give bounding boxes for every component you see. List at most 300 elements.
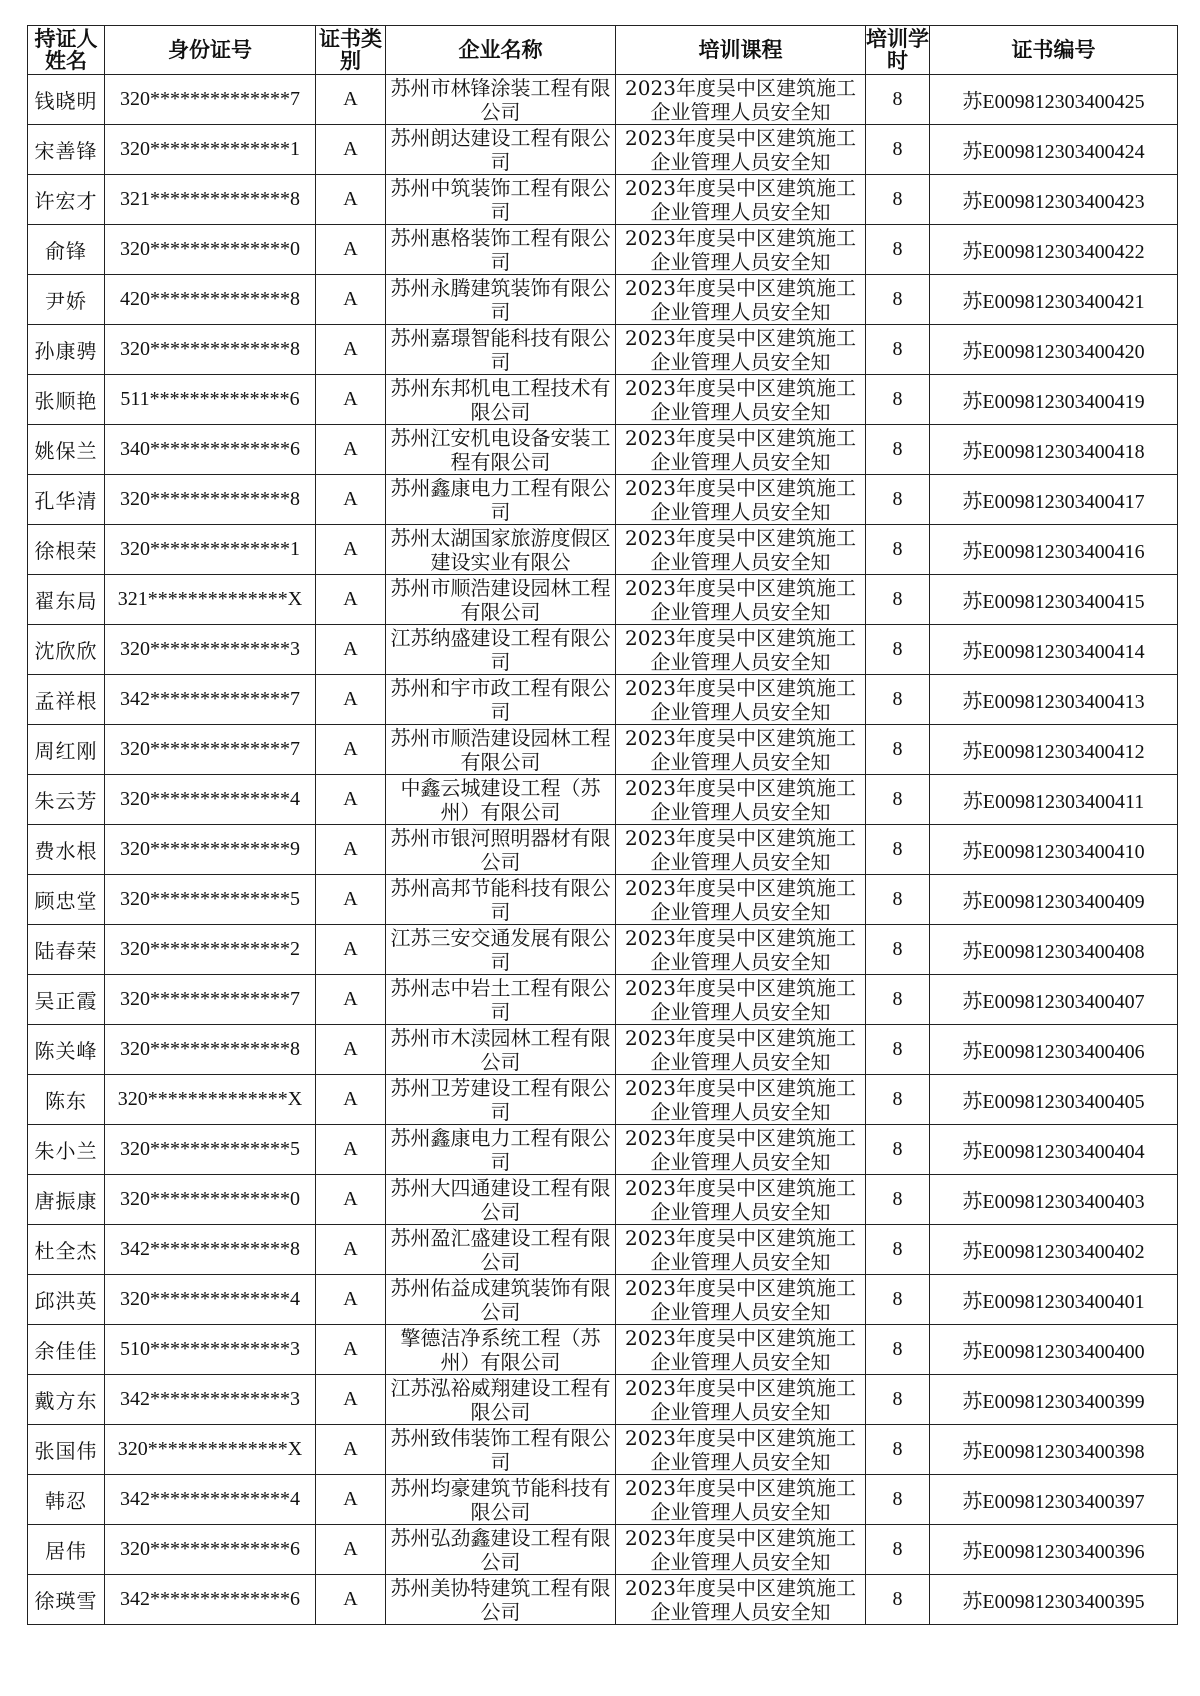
training-hours: 8: [866, 75, 930, 125]
company-name: [386, 875, 616, 925]
company-name: [386, 75, 616, 125]
holder-name: 孔华清: [28, 475, 105, 525]
course-name: [616, 1225, 866, 1275]
course-name-text: 2023年度吴中区建筑施工企业管理人员安全知: [625, 1426, 856, 1474]
header-holder-name: 持证人姓名: [28, 26, 105, 75]
header-cert-number: 证书编号: [930, 26, 1178, 75]
company-name: [386, 525, 616, 575]
cert-number: 苏E009812303400402: [930, 1225, 1178, 1275]
course-name: [616, 725, 866, 775]
training-hours: 8: [866, 1575, 930, 1625]
course-name-text: 2023年度吴中区建筑施工企业管理人员安全知: [625, 826, 856, 874]
holder-name: 沈欣欣: [28, 625, 105, 675]
course-name: [616, 975, 866, 1025]
table-row: [28, 925, 1178, 975]
cert-number: 苏E009812303400400: [930, 1325, 1178, 1375]
course-name: [616, 1525, 866, 1575]
training-hours: 8: [866, 225, 930, 275]
company-name: [386, 925, 616, 975]
cert-number: 苏E009812303400425: [930, 75, 1178, 125]
cert-category: A: [316, 375, 386, 425]
cert-category: A: [316, 675, 386, 725]
company-name-text: 苏州市木渎园林工程有限公司: [390, 1026, 611, 1074]
holder-name: 韩忍: [28, 1475, 105, 1525]
cert-number: 苏E009812303400419: [930, 375, 1178, 425]
course-name-text: 2023年度吴中区建筑施工企业管理人员安全知: [625, 726, 856, 774]
header-row: [28, 26, 1178, 75]
cert-category: A: [316, 775, 386, 825]
course-name-text: 2023年度吴中区建筑施工企业管理人员安全知: [625, 976, 856, 1024]
holder-name: 邱洪英: [28, 1275, 105, 1325]
cert-category: A: [316, 1275, 386, 1325]
training-hours: 8: [866, 125, 930, 175]
table-row: [28, 775, 1178, 825]
table-row: [28, 325, 1178, 375]
cert-category: A: [316, 475, 386, 525]
course-name-text: 2023年度吴中区建筑施工企业管理人员安全知: [625, 1326, 856, 1374]
course-name: [616, 1275, 866, 1325]
id-number: 511**************6: [105, 375, 316, 425]
cert-category: A: [316, 1475, 386, 1525]
cert-number: 苏E009812303400398: [930, 1425, 1178, 1475]
cert-category: A: [316, 725, 386, 775]
cert-category: A: [316, 1425, 386, 1475]
id-number: 342**************8: [105, 1225, 316, 1275]
id-number: 320**************8: [105, 325, 316, 375]
holder-name: 吴正霞: [28, 975, 105, 1025]
cert-category: A: [316, 975, 386, 1025]
table-row: [28, 125, 1178, 175]
company-name-text: 苏州均豪建筑节能科技有限公司: [390, 1476, 611, 1524]
cert-category: A: [316, 425, 386, 475]
company-name: [386, 1525, 616, 1575]
holder-name: 居伟: [28, 1525, 105, 1575]
cert-number: 苏E009812303400417: [930, 475, 1178, 525]
company-name: [386, 1225, 616, 1275]
company-name-text: 苏州永腾建筑装饰有限公司: [390, 276, 611, 324]
cert-number: 苏E009812303400412: [930, 725, 1178, 775]
header-company: 企业名称: [386, 26, 616, 75]
course-name: [616, 875, 866, 925]
course-name-text: 2023年度吴中区建筑施工企业管理人员安全知: [625, 426, 856, 474]
table-row: [28, 425, 1178, 475]
table-header: [28, 26, 1178, 75]
course-name: [616, 625, 866, 675]
id-number: 320**************2: [105, 925, 316, 975]
course-name-text: 2023年度吴中区建筑施工企业管理人员安全知: [625, 1576, 856, 1624]
holder-name: 徐瑛雪: [28, 1575, 105, 1625]
id-number: 342**************6: [105, 1575, 316, 1625]
company-name-text: 苏州鑫康电力工程有限公司: [390, 476, 611, 524]
training-hours: 8: [866, 575, 930, 625]
holder-name: 孟祥根: [28, 675, 105, 725]
company-name-text: 苏州鑫康电力工程有限公司: [390, 1126, 611, 1174]
course-name: [616, 1125, 866, 1175]
id-number: 320**************X: [105, 1075, 316, 1125]
holder-name: 唐振康: [28, 1175, 105, 1225]
cert-category: A: [316, 625, 386, 675]
table-row: [28, 475, 1178, 525]
course-name: [616, 325, 866, 375]
company-name: [386, 225, 616, 275]
cert-number: 苏E009812303400423: [930, 175, 1178, 225]
holder-name: 陈东: [28, 1075, 105, 1125]
holder-name: 朱云芳: [28, 775, 105, 825]
cert-category: A: [316, 275, 386, 325]
cert-number: 苏E009812303400405: [930, 1075, 1178, 1125]
company-name: [386, 1475, 616, 1525]
table-row: [28, 875, 1178, 925]
course-name-text: 2023年度吴中区建筑施工企业管理人员安全知: [625, 1226, 856, 1274]
company-name-text: 苏州志中岩土工程有限公司: [390, 976, 611, 1024]
id-number: 320**************0: [105, 1175, 316, 1225]
table-row: [28, 1075, 1178, 1125]
certificate-table: [27, 25, 1178, 1625]
course-name-text: 2023年度吴中区建筑施工企业管理人员安全知: [625, 176, 856, 224]
cert-category: A: [316, 175, 386, 225]
course-name-text: 2023年度吴中区建筑施工企业管理人员安全知: [625, 276, 856, 324]
course-name-text: 2023年度吴中区建筑施工企业管理人员安全知: [625, 226, 856, 274]
course-name-text: 2023年度吴中区建筑施工企业管理人员安全知: [625, 626, 856, 674]
course-name: [616, 275, 866, 325]
company-name-text: 江苏三安交通发展有限公司: [390, 926, 611, 974]
cert-category: A: [316, 1125, 386, 1175]
cert-category: A: [316, 1025, 386, 1075]
company-name: [386, 725, 616, 775]
course-name: [616, 1025, 866, 1075]
table-row: [28, 75, 1178, 125]
company-name: [386, 425, 616, 475]
table-row: [28, 1375, 1178, 1425]
course-name-text: 2023年度吴中区建筑施工企业管理人员安全知: [625, 1026, 856, 1074]
training-hours: 8: [866, 975, 930, 1025]
training-hours: 8: [866, 1425, 930, 1475]
cert-number: 苏E009812303400416: [930, 525, 1178, 575]
training-hours: 8: [866, 625, 930, 675]
table-row: [28, 575, 1178, 625]
id-number: 321**************8: [105, 175, 316, 225]
cert-number: 苏E009812303400397: [930, 1475, 1178, 1525]
training-hours: 8: [866, 325, 930, 375]
id-number: 340**************6: [105, 425, 316, 475]
id-number: 320**************8: [105, 475, 316, 525]
training-hours: 8: [866, 1025, 930, 1075]
cert-number: 苏E009812303400399: [930, 1375, 1178, 1425]
company-name: [386, 475, 616, 525]
header-hours: 培训学时: [866, 27, 929, 73]
company-name-text: 苏州高邦节能科技有限公司: [390, 876, 611, 924]
company-name: [386, 275, 616, 325]
course-name: [616, 575, 866, 625]
cert-number: 苏E009812303400413: [930, 675, 1178, 725]
company-name: [386, 375, 616, 425]
course-name: [616, 775, 866, 825]
id-number: 320**************4: [105, 1275, 316, 1325]
company-name-text: 苏州市顺浩建设园林工程有限公司: [390, 576, 611, 624]
id-number: 342**************4: [105, 1475, 316, 1525]
holder-name: 陈关峰: [28, 1025, 105, 1075]
cert-number: 苏E009812303400409: [930, 875, 1178, 925]
company-name: [386, 675, 616, 725]
cert-number: 苏E009812303400408: [930, 925, 1178, 975]
company-name-text: 苏州大四通建设工程有限公司: [390, 1176, 611, 1224]
holder-name: 翟东局: [28, 575, 105, 625]
course-name: [616, 1175, 866, 1225]
cert-number: 苏E009812303400407: [930, 975, 1178, 1025]
cert-category: A: [316, 575, 386, 625]
holder-name: 张顺艳: [28, 375, 105, 425]
training-hours: 8: [866, 1325, 930, 1375]
course-name: [616, 1075, 866, 1125]
holder-name: 费水根: [28, 825, 105, 875]
company-name: [386, 625, 616, 675]
company-name-text: 苏州东邦机电工程技术有限公司: [390, 376, 611, 424]
table-row: [28, 175, 1178, 225]
training-hours: 8: [866, 825, 930, 875]
id-number: 320**************5: [105, 1125, 316, 1175]
header-course: 培训课程: [616, 26, 866, 75]
cert-category: A: [316, 525, 386, 575]
company-name-text: 苏州弘劲鑫建设工程有限公司: [390, 1526, 611, 1574]
company-name: [386, 1025, 616, 1075]
company-name-text: 苏州太湖国家旅游度假区建设实业有限公: [390, 526, 611, 574]
holder-name: 孙康骋: [28, 325, 105, 375]
company-name-text: 苏州市银河照明器材有限公司: [390, 826, 611, 874]
company-name: [386, 825, 616, 875]
cert-category: A: [316, 1375, 386, 1425]
holder-name: 许宏才: [28, 175, 105, 225]
course-name: [616, 375, 866, 425]
course-name: [616, 1375, 866, 1425]
course-name: [616, 175, 866, 225]
company-name-text: 江苏纳盛建设工程有限公司: [390, 626, 611, 674]
cert-number: 苏E009812303400403: [930, 1175, 1178, 1225]
table-row: [28, 375, 1178, 425]
course-name: [616, 675, 866, 725]
training-hours: 8: [866, 1275, 930, 1325]
table-row: [28, 1525, 1178, 1575]
training-hours: 8: [866, 1125, 930, 1175]
table-row: [28, 1325, 1178, 1375]
company-name-text: 中鑫云城建设工程（苏州）有限公司: [400, 776, 601, 824]
cert-category: A: [316, 1575, 386, 1625]
cert-number: 苏E009812303400421: [930, 275, 1178, 325]
company-name: [386, 1425, 616, 1475]
id-number: 321**************X: [105, 575, 316, 625]
company-name-text: 苏州佑益成建筑装饰有限公司: [390, 1276, 611, 1324]
course-name-text: 2023年度吴中区建筑施工企业管理人员安全知: [625, 526, 856, 574]
course-name-text: 2023年度吴中区建筑施工企业管理人员安全知: [625, 1376, 856, 1424]
company-name: [386, 1325, 616, 1375]
training-hours: 8: [866, 1475, 930, 1525]
id-number: 320**************8: [105, 1025, 316, 1075]
id-number: 342**************7: [105, 675, 316, 725]
training-hours: 8: [866, 775, 930, 825]
company-name: [386, 175, 616, 225]
cert-number: 苏E009812303400415: [930, 575, 1178, 625]
company-name: [386, 1375, 616, 1425]
company-name: [386, 325, 616, 375]
cert-number: 苏E009812303400424: [930, 125, 1178, 175]
cert-number: 苏E009812303400401: [930, 1275, 1178, 1325]
training-hours: 8: [866, 1175, 930, 1225]
cert-number: 苏E009812303400406: [930, 1025, 1178, 1075]
training-hours: 8: [866, 925, 930, 975]
holder-name: 姚保兰: [28, 425, 105, 475]
holder-name: 尹娇: [28, 275, 105, 325]
cert-category: A: [316, 1175, 386, 1225]
company-name-text: 苏州市林锋涂装工程有限公司: [390, 76, 611, 124]
cert-number: 苏E009812303400420: [930, 325, 1178, 375]
table-row: [28, 1125, 1178, 1175]
cert-number: 苏E009812303400396: [930, 1525, 1178, 1575]
table-row: [28, 1025, 1178, 1075]
cert-number: 苏E009812303400422: [930, 225, 1178, 275]
id-number: 320**************4: [105, 775, 316, 825]
course-name: [616, 525, 866, 575]
training-hours: 8: [866, 1525, 930, 1575]
course-name-text: 2023年度吴中区建筑施工企业管理人员安全知: [625, 876, 856, 924]
holder-name: 周红刚: [28, 725, 105, 775]
header-cert-category: 证书类别: [316, 26, 386, 75]
table-row: [28, 1425, 1178, 1475]
id-number: 320**************6: [105, 1525, 316, 1575]
id-number: 320**************1: [105, 125, 316, 175]
company-name-text: 苏州嘉璟智能科技有限公司: [390, 326, 611, 374]
id-number: 320**************3: [105, 625, 316, 675]
cert-category: A: [316, 1325, 386, 1375]
course-name-text: 2023年度吴中区建筑施工企业管理人员安全知: [625, 776, 856, 824]
id-number: 320**************9: [105, 825, 316, 875]
course-name-text: 2023年度吴中区建筑施工企业管理人员安全知: [625, 1176, 856, 1224]
holder-name: 朱小兰: [28, 1125, 105, 1175]
holder-name: 徐根荣: [28, 525, 105, 575]
course-name: [616, 1475, 866, 1525]
company-name-text: 苏州致伟装饰工程有限公司: [390, 1426, 611, 1474]
cert-number: 苏E009812303400410: [930, 825, 1178, 875]
course-name-text: 2023年度吴中区建筑施工企业管理人员安全知: [625, 1076, 856, 1124]
course-name-text: 2023年度吴中区建筑施工企业管理人员安全知: [625, 926, 856, 974]
table-row: [28, 525, 1178, 575]
training-hours: 8: [866, 275, 930, 325]
holder-name: 俞锋: [28, 225, 105, 275]
cert-category: A: [316, 125, 386, 175]
company-name: [386, 975, 616, 1025]
course-name-text: 2023年度吴中区建筑施工企业管理人员安全知: [625, 676, 856, 724]
table-row: [28, 975, 1178, 1025]
cert-category: A: [316, 1525, 386, 1575]
company-name-text: 苏州江安机电设备安装工程有限公司: [390, 426, 611, 474]
table-row: [28, 1475, 1178, 1525]
company-name-text: 苏州盈汇盛建设工程有限公司: [390, 1226, 611, 1274]
company-name-text: 苏州中筑装饰工程有限公司: [390, 176, 611, 224]
cert-number: 苏E009812303400418: [930, 425, 1178, 475]
course-name: [616, 825, 866, 875]
table-row: [28, 725, 1178, 775]
training-hours: 8: [866, 425, 930, 475]
holder-name: 顾忠堂: [28, 875, 105, 925]
company-name-text: 擎德洁净系统工程（苏州）有限公司: [400, 1326, 601, 1374]
training-hours: 8: [866, 475, 930, 525]
id-number: 320**************X: [105, 1425, 316, 1475]
course-name-text: 2023年度吴中区建筑施工企业管理人员安全知: [625, 1126, 856, 1174]
table-body: [28, 75, 1178, 1625]
table-row: [28, 275, 1178, 325]
course-name-text: 2023年度吴中区建筑施工企业管理人员安全知: [625, 126, 856, 174]
table-row: [28, 625, 1178, 675]
id-number: 320**************0: [105, 225, 316, 275]
cert-number: 苏E009812303400395: [930, 1575, 1178, 1625]
company-name-text: 苏州和宇市政工程有限公司: [390, 676, 611, 724]
training-hours: 8: [866, 1075, 930, 1125]
id-number: 320**************1: [105, 525, 316, 575]
company-name-text: 江苏泓裕威翔建设工程有限公司: [390, 1376, 611, 1424]
cert-category: A: [316, 225, 386, 275]
training-hours: 8: [866, 675, 930, 725]
table-row: [28, 825, 1178, 875]
course-name-text: 2023年度吴中区建筑施工企业管理人员安全知: [625, 1276, 856, 1324]
course-name: [616, 475, 866, 525]
holder-name: 钱晓明: [28, 75, 105, 125]
course-name: [616, 125, 866, 175]
holder-name: 戴方东: [28, 1375, 105, 1425]
table-row: [28, 225, 1178, 275]
cert-category: A: [316, 1225, 386, 1275]
holder-name: 宋善锋: [28, 125, 105, 175]
id-number: 342**************3: [105, 1375, 316, 1425]
company-name: [386, 125, 616, 175]
course-name: [616, 1325, 866, 1375]
course-name-text: 2023年度吴中区建筑施工企业管理人员安全知: [625, 326, 856, 374]
course-name: [616, 75, 866, 125]
training-hours: 8: [866, 1225, 930, 1275]
training-hours: 8: [866, 875, 930, 925]
company-name-text: 苏州惠格装饰工程有限公司: [390, 226, 611, 274]
company-name: [386, 1575, 616, 1625]
cert-category: A: [316, 825, 386, 875]
holder-name: 杜全杰: [28, 1225, 105, 1275]
table-row: [28, 1575, 1178, 1625]
course-name-text: 2023年度吴中区建筑施工企业管理人员安全知: [625, 76, 856, 124]
course-name: [616, 225, 866, 275]
cert-number: 苏E009812303400411: [930, 775, 1178, 825]
id-number: 320**************5: [105, 875, 316, 925]
table-row: [28, 1275, 1178, 1325]
table-row: [28, 1225, 1178, 1275]
company-name-text: 苏州朗达建设工程有限公司: [390, 126, 611, 174]
id-number: 420**************8: [105, 275, 316, 325]
company-name: [386, 1175, 616, 1225]
course-name: [616, 1425, 866, 1475]
cert-category: A: [316, 1075, 386, 1125]
company-name: [386, 575, 616, 625]
training-hours: 8: [866, 725, 930, 775]
cert-category: A: [316, 75, 386, 125]
company-name-text: 苏州市顺浩建设园林工程有限公司: [390, 726, 611, 774]
course-name-text: 2023年度吴中区建筑施工企业管理人员安全知: [625, 1526, 856, 1574]
table-row: [28, 1175, 1178, 1225]
course-name-text: 2023年度吴中区建筑施工企业管理人员安全知: [625, 476, 856, 524]
training-hours: 8: [866, 1375, 930, 1425]
header-id-number: 身份证号: [105, 26, 316, 75]
training-hours: 8: [866, 525, 930, 575]
course-name: [616, 925, 866, 975]
cert-number: 苏E009812303400404: [930, 1125, 1178, 1175]
holder-name: 余佳佳: [28, 1325, 105, 1375]
cert-category: A: [316, 875, 386, 925]
id-number: 320**************7: [105, 975, 316, 1025]
holder-name: 陆春荣: [28, 925, 105, 975]
